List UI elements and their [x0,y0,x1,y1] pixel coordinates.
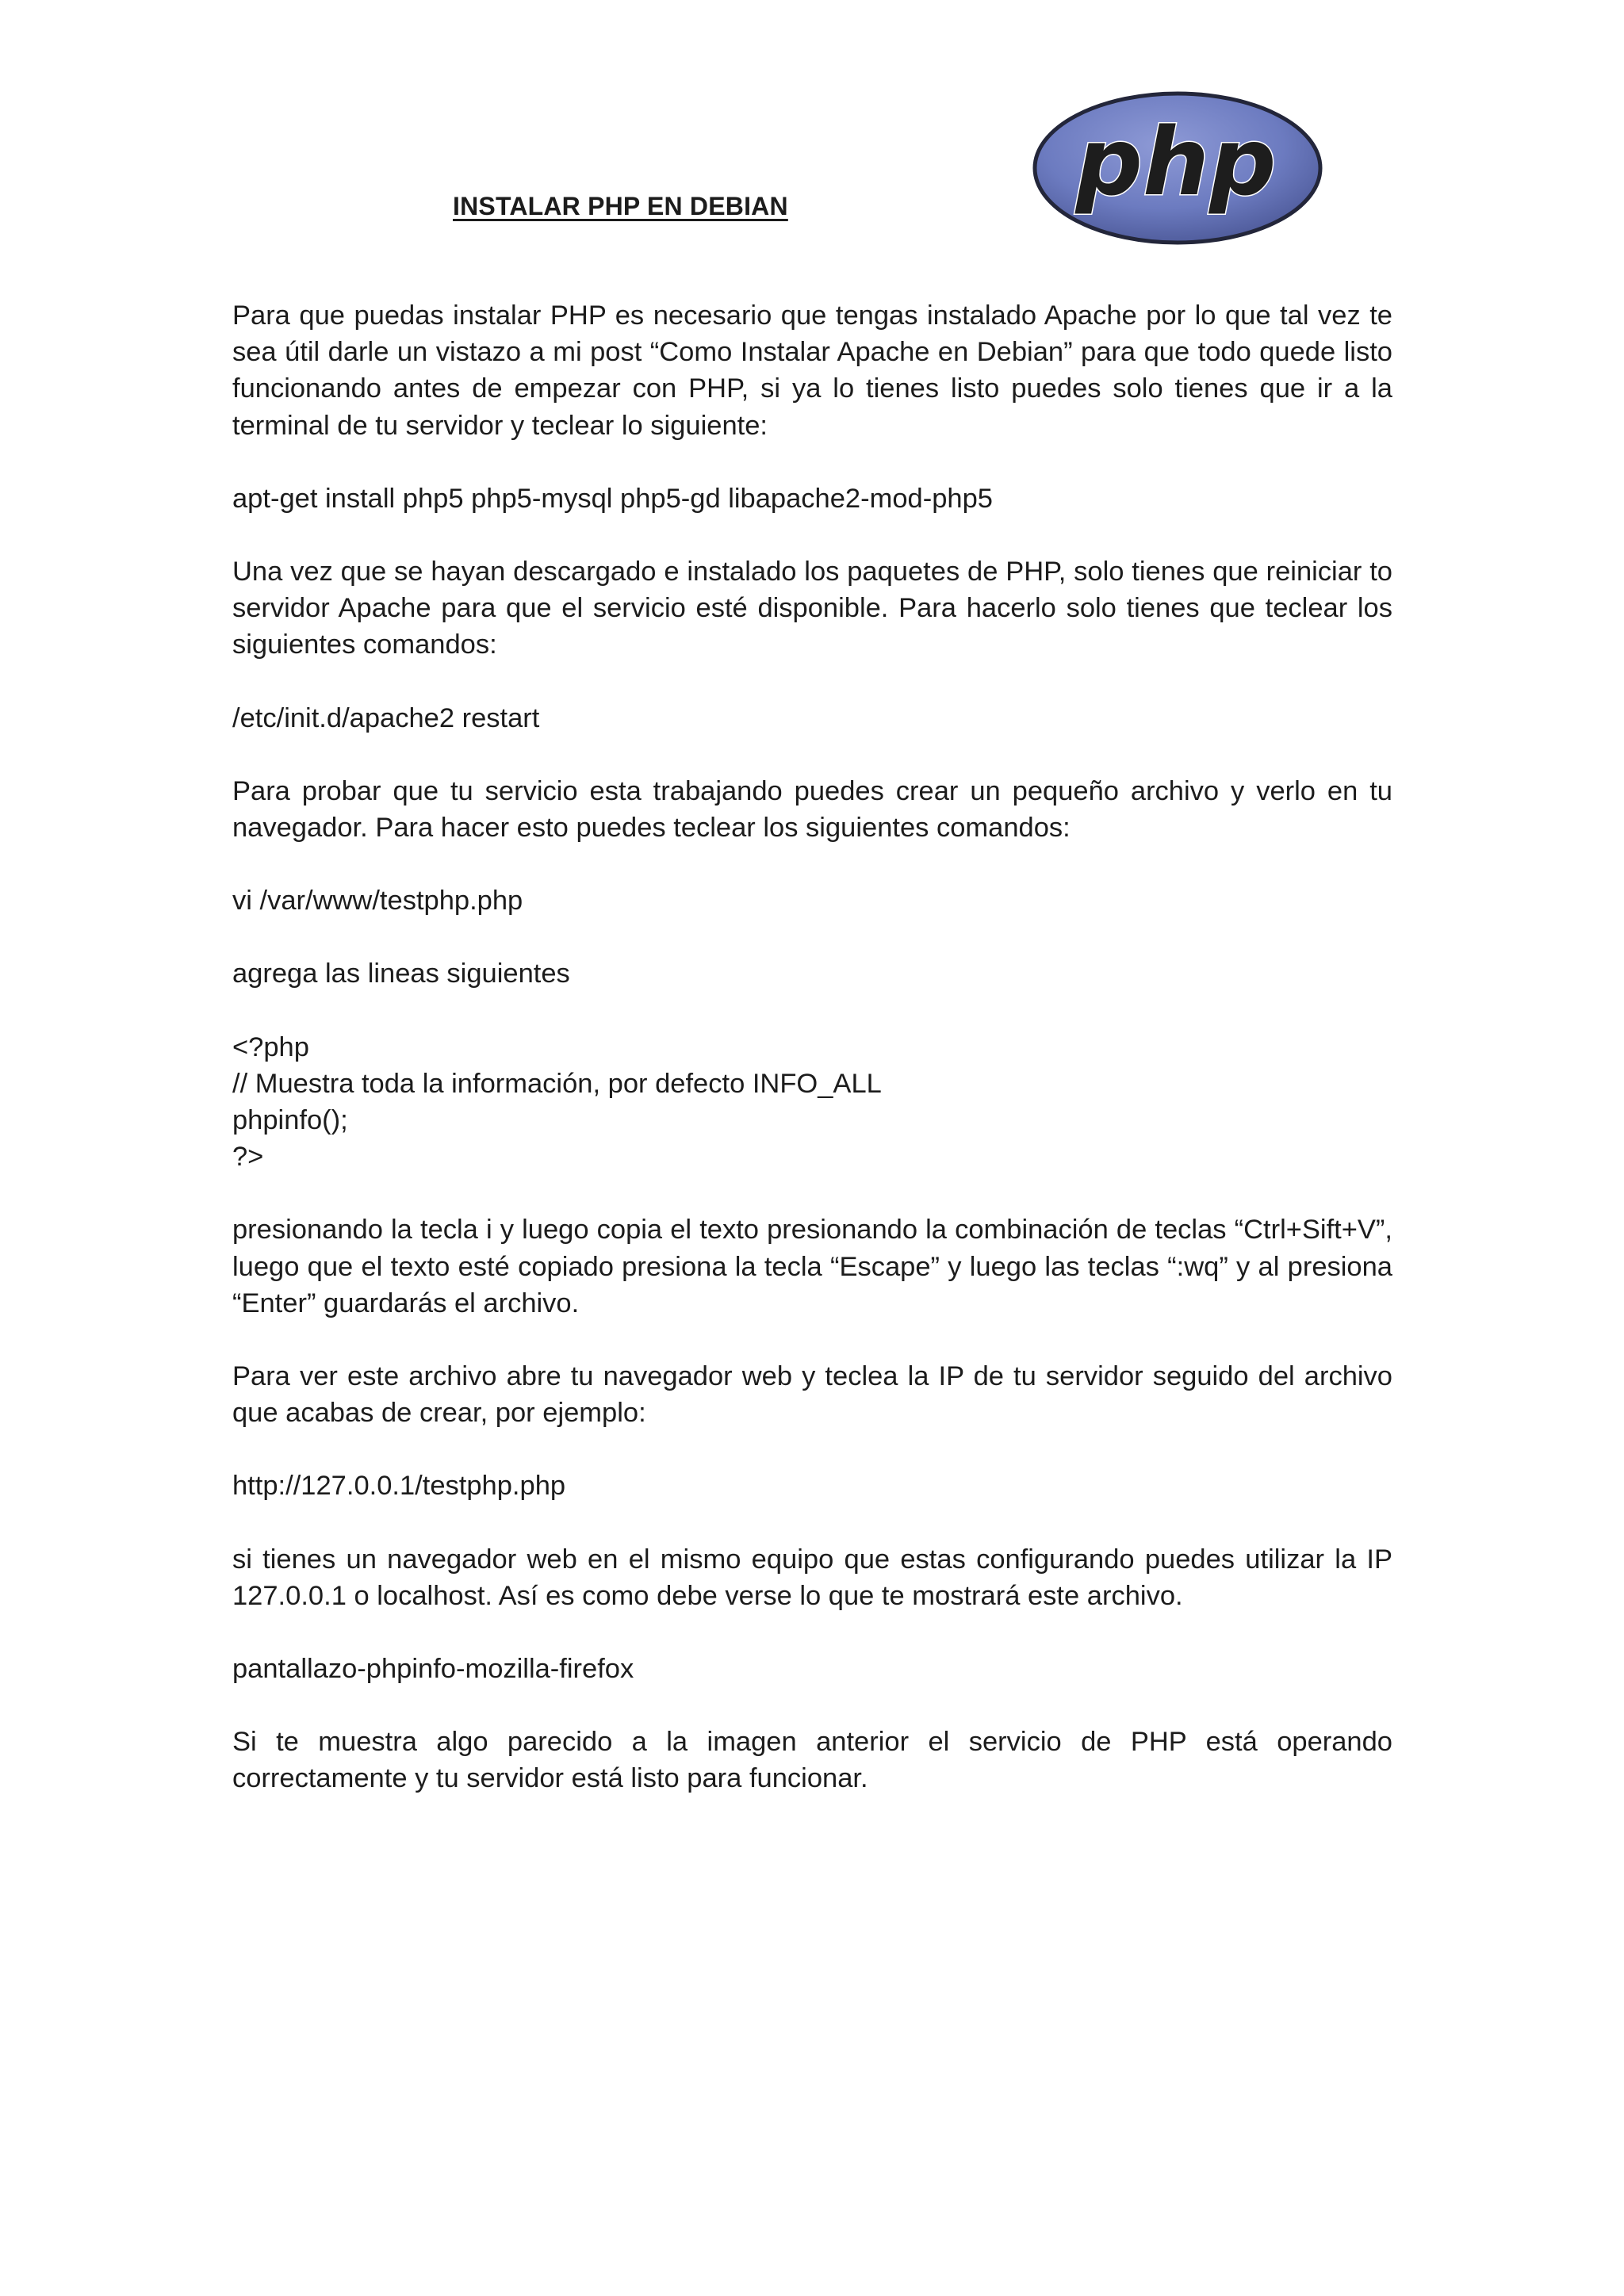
image-caption: pantallazo-phpinfo-mozilla-firefox [232,1654,634,1685]
php-logo-text: php [1075,107,1277,216]
code-line: <?php [232,1031,309,1062]
code-line: ?> [232,1142,264,1173]
command-install: apt-get install php5 php5-mysql php5-gd libapache2-mod-php5 [232,483,993,514]
code-line: // Muestra toda la información, por defecto INFO_ALL [232,1068,882,1099]
document-body [232,297,1392,1834]
paragraph-editor-keys: presionando la tecla i y luego copia el texto presionando la combinación de teclas “Ctrl+Sift+V”, luego que el texto esté copiado presiona la tecla “Escape” y luego las teclas “:wq” y al presiona “Enter” guardarás el archivo. [232,1215,1392,1318]
paragraph-conclusion: Si te muestra algo parecido a la imagen anterior el servicio de PHP está operando correctamente y tu servidor está listo para funcionar. [232,1727,1392,1794]
paragraph-restart-info: Una vez que se hayan descargado e instalado los paquetes de PHP, solo tienes que reiniciar to servidor Apache para que el servicio esté disponible. Para hacerlo solo tienes que teclear los siguientes comandos: [232,557,1392,660]
paragraph-localhost: si tienes un navegador web en el mismo equipo que estas configurando puedes utilizar la IP 127.0.0.1 o localhost. Así es como debe verse lo que te mostrará este archivo. [232,1544,1392,1611]
php-logo [1031,89,1324,247]
page-title: INSTALAR PHP EN DEBIAN [453,192,788,220]
example-url: http://127.0.0.1/testphp.php [232,1471,566,1502]
paragraph-test-info: Para probar que tu servicio esta trabajando puedes crear un pequeño archivo y verlo en tu navegador. Para hacer esto puedes teclear los siguientes comandos: [232,775,1392,844]
php-code-block [232,1029,1392,1176]
paragraph-browser-info: Para ver este archivo abre tu navegador web y teclea la IP de tu servidor seguido del archivo que acabas de crear, por ejemplo: [232,1361,1392,1429]
instruction-add-lines: agrega las lineas siguientes [232,959,570,989]
command-restart: /etc/init.d/apache2 restart [232,702,540,733]
php-logo-icon [1031,89,1324,247]
command-vi: vi /var/www/testphp.php [232,886,523,916]
code-line: phpinfo(); [232,1105,348,1136]
paragraph-intro: Para que puedas instalar PHP es necesario que tengas instalado Apache por lo que tal vez te sea útil darle un vistazo a mi post “Como Instalar Apache en Debian” para que todo quede listo funcionando antes de empezar con PHP, si ya lo tienes listo puedes solo tienes que ir a la terminal de tu servidor y teclear lo siguiente: [232,300,1392,441]
